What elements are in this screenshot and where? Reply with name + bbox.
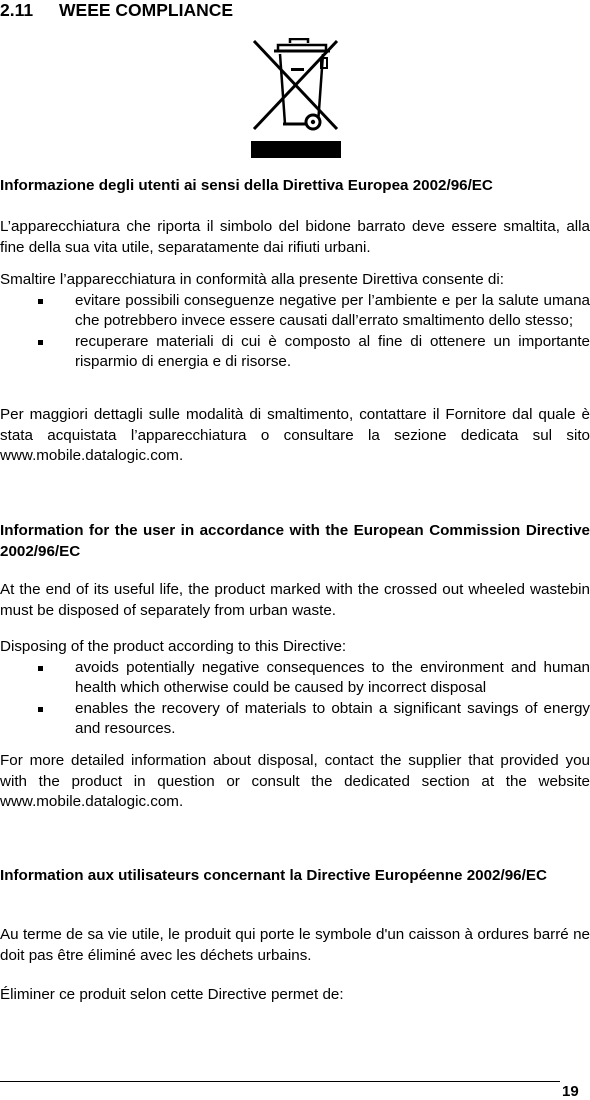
english-paragraph-1-block bbox=[0, 580, 590, 621]
list-item-text: enables the recovery of materials to obtain a significant savings of energy and resources. bbox=[75, 699, 590, 737]
french-list-intro-block bbox=[0, 985, 590, 1006]
italian-paragraph-1: L’apparecchiatura che riporta il simbolo del bidone barrato deve essere smaltita, alla fine della sua vita utile, separatamente dai rifiuti urbani. bbox=[0, 218, 590, 256]
section-heading bbox=[0, 0, 233, 20]
english-section bbox=[0, 521, 590, 562]
square-bullet-icon bbox=[38, 299, 43, 304]
section-title: WEEE COMPLIANCE bbox=[59, 0, 234, 20]
french-list-intro: Éliminer ce produit selon cette Directive permet de: bbox=[0, 986, 344, 1003]
french-paragraph-1: Au terme de sa vie utile, le produit qui porte le symbole d'un caisson à ordures barré ne doit pas être éliminé avec les déchets urbains. bbox=[0, 926, 590, 964]
list-item-text: evitare possibili conseguenze negative per l’ambiente e per la salute umana che potrebbero invece essere causati dall’errato smaltimento dello stesso; bbox=[75, 291, 590, 329]
list-item bbox=[0, 332, 590, 373]
list-item bbox=[0, 699, 590, 740]
footer-rule bbox=[0, 1081, 560, 1082]
french-section bbox=[0, 866, 590, 887]
french-section-title: Information aux utilisateurs concernant la Directive Européenne 2002/96/EC bbox=[0, 867, 547, 884]
list-item-text: recuperare materiali di cui è composto al fine di ottenere un importante risparmio di energia e di risorse. bbox=[75, 332, 590, 370]
square-bullet-icon bbox=[38, 666, 43, 671]
list-item-text: avoids potentially negative consequences to the environment and human health which otherwise could be caused by incorrect disposal bbox=[75, 658, 590, 696]
italian-paragraph-2-block bbox=[0, 405, 590, 467]
english-paragraph-2: For more detailed information about disposal, contact the supplier that provided you with the product in question or consult the dedicated section at the website www.mobile.datalogic.com. bbox=[0, 752, 590, 810]
english-paragraph-2-block bbox=[0, 751, 590, 813]
italian-paragraph-1-block bbox=[0, 217, 590, 258]
page-number: 19 bbox=[562, 1083, 579, 1100]
italian-list-intro: Smaltire l’apparecchiatura in conformità alla presente Direttiva consente di: bbox=[0, 271, 504, 288]
english-bullet-list bbox=[0, 658, 590, 740]
square-bullet-icon bbox=[38, 340, 43, 345]
list-item bbox=[0, 658, 590, 699]
crossed-out-wheeled-bin-icon bbox=[250, 38, 342, 158]
list-item bbox=[0, 291, 590, 332]
italian-section bbox=[0, 176, 590, 197]
english-section-title: Information for the user in accordance with the European Commission Directive 2002/96/EC bbox=[0, 522, 590, 560]
english-paragraph-1: At the end of its useful life, the product marked with the crossed out wheeled wastebin must be disposed of separately from urban waste. bbox=[0, 581, 590, 619]
square-bullet-icon bbox=[38, 707, 43, 712]
french-paragraph-1-block bbox=[0, 925, 590, 966]
section-number: 2.11 bbox=[0, 0, 34, 20]
italian-bullet-list bbox=[0, 291, 590, 373]
italian-paragraph-2: Per maggiori dettagli sulle modalità di smaltimento, contattare il Fornitore dal quale è stata acquistata l’apparecchiatura o consultare la sezione dedicata sul sito www.mobile.datalogic.com. bbox=[0, 406, 590, 464]
italian-list-block bbox=[0, 270, 590, 373]
italian-section-title: Informazione degli utenti ai sensi della Direttiva Europea 2002/96/EC bbox=[0, 177, 493, 194]
english-list-intro: Disposing of the product according to this Directive: bbox=[0, 638, 347, 655]
english-list-block bbox=[0, 637, 590, 740]
